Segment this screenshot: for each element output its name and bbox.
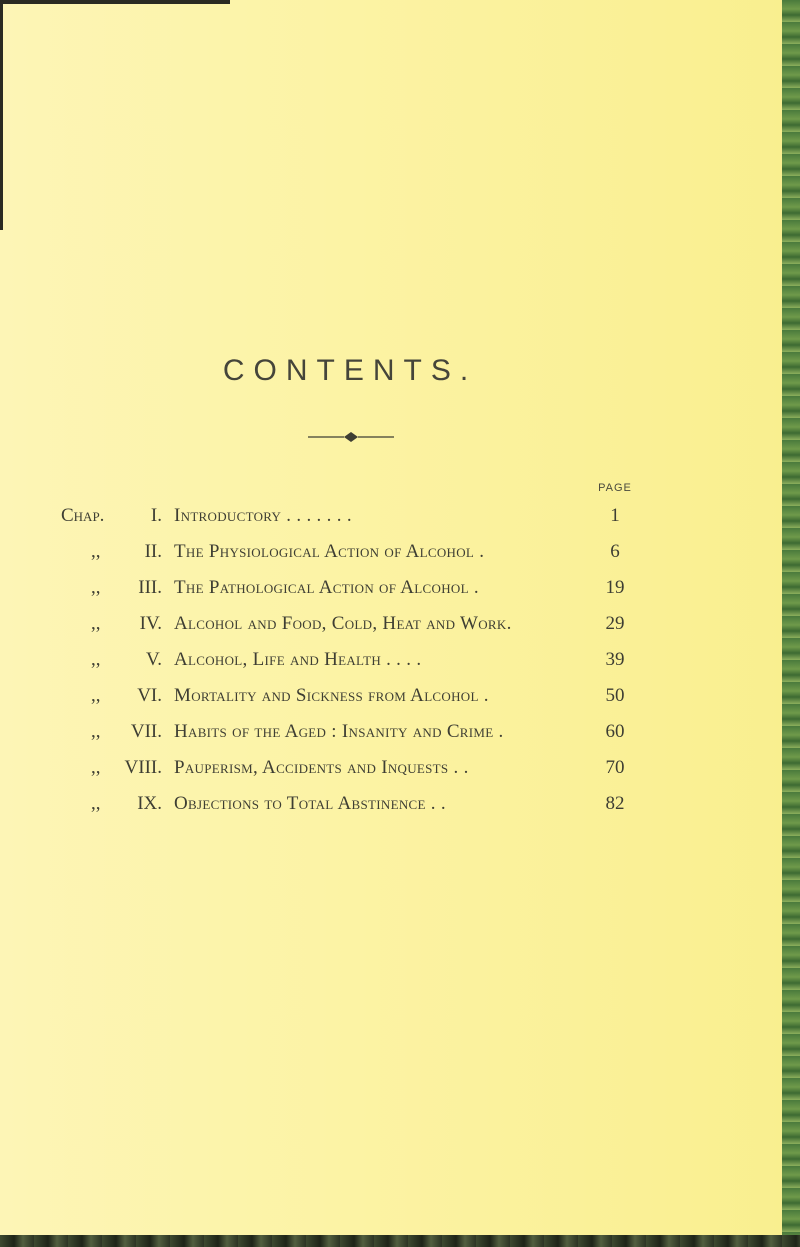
toc-row-ditto: ,, — [91, 685, 101, 706]
toc-row — [0, 649, 782, 679]
toc-row-page: 19 — [605, 577, 625, 598]
toc-row-page: 1 — [610, 505, 620, 526]
toc-row-page: 6 — [610, 541, 620, 562]
toc-row-ditto: ,, — [91, 541, 101, 562]
toc-row — [0, 541, 782, 571]
diamond-rule-ornament-icon — [308, 430, 394, 444]
toc-row-ditto: ,, — [91, 793, 101, 814]
toc-row-page: 82 — [605, 793, 625, 814]
toc-row-numeral: IX. — [137, 793, 162, 814]
toc-row-title: The Physiological Action of Alcohol . — [174, 541, 485, 562]
toc-row-numeral: I. — [150, 505, 162, 526]
toc-row-numeral: V. — [145, 649, 162, 670]
toc-row-ditto: ,, — [91, 649, 101, 670]
toc-row-numeral: II. — [144, 541, 162, 562]
toc-row-ditto: ,, — [91, 757, 101, 778]
toc-row-ditto: ,, — [91, 721, 101, 742]
toc-row-page: 60 — [605, 721, 625, 742]
toc-row — [0, 721, 782, 751]
toc-row — [0, 685, 782, 715]
toc-row — [0, 577, 782, 607]
page-top-edge — [0, 0, 230, 4]
page-column-header: PAGE — [598, 482, 632, 494]
toc-row-numeral: VIII. — [124, 757, 162, 778]
toc-row-title: Alcohol, Life and Health . . . . — [174, 649, 422, 670]
toc-row-page: 29 — [605, 613, 625, 634]
toc-row-title: Objections to Total Abstinence . . — [174, 793, 446, 814]
toc-row-page: 50 — [605, 685, 625, 706]
toc-row-title: Introductory . . . . . . . — [174, 505, 352, 526]
toc-row — [0, 793, 782, 823]
toc-row-title: Pauperism, Accidents and Inquests . . — [174, 757, 469, 778]
toc-row-page: 39 — [605, 649, 625, 670]
toc-row-numeral: III. — [138, 577, 162, 598]
page-title: CONTENTS. — [222, 354, 478, 387]
toc-row-numeral: VI. — [137, 685, 162, 706]
toc-row — [0, 757, 782, 787]
toc-row — [0, 613, 782, 643]
book-cover-edge — [782, 0, 800, 1247]
toc-row — [0, 505, 782, 535]
book-bottom-edge — [0, 1235, 800, 1247]
toc-row-numeral: VII. — [130, 721, 162, 742]
page-left-edge — [0, 0, 3, 230]
toc-row-page: 70 — [605, 757, 625, 778]
toc-row-title: Mortality and Sickness from Alcohol . — [174, 685, 489, 706]
toc-row-title: Habits of the Aged : Insanity and Crime . — [174, 721, 504, 742]
toc-row-title: The Pathological Action of Alcohol . — [174, 577, 479, 598]
toc-row-numeral: IV. — [139, 613, 162, 634]
toc-row-prefix: Chap. — [61, 505, 105, 526]
toc-row-ditto: ,, — [91, 577, 101, 598]
toc-row-ditto: ,, — [91, 613, 101, 634]
toc-row-title: Alcohol and Food, Cold, Heat and Work. — [174, 613, 512, 634]
